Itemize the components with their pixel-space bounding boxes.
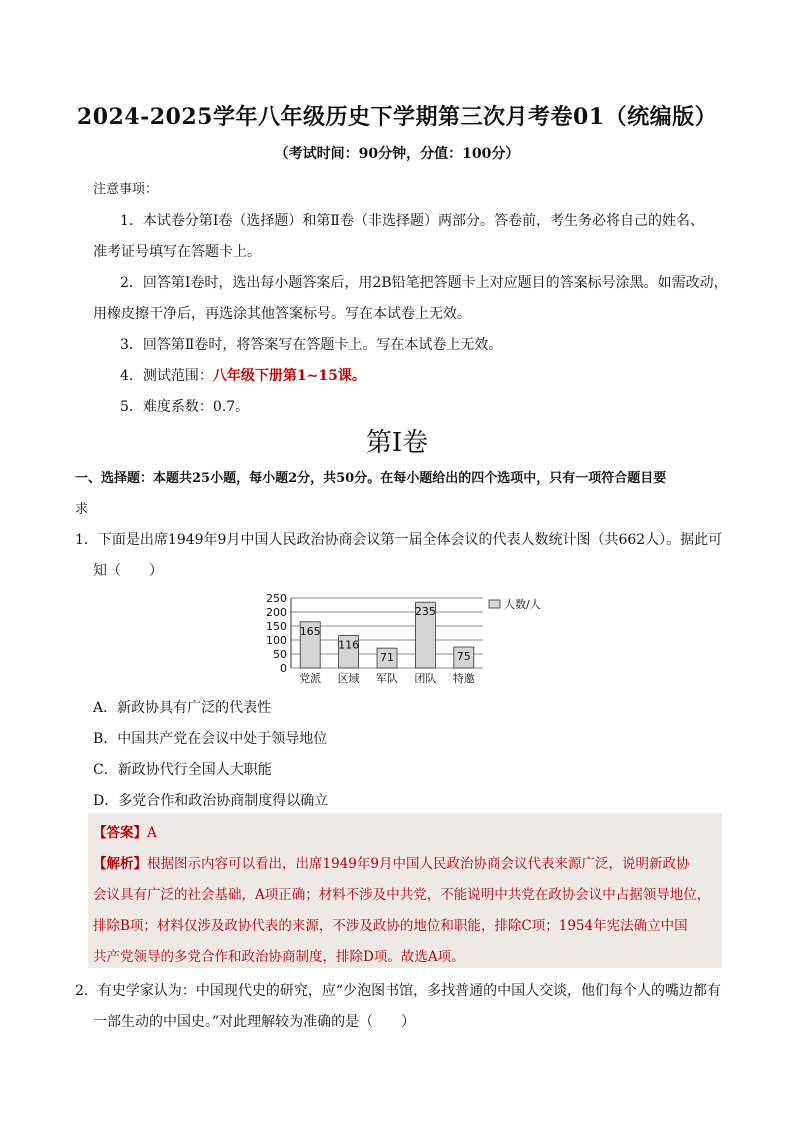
x-category-label: 党派 [299,672,322,685]
question-2-stem-cont: 一部生动的中国史。”对此理解较为准确的是（ ） [93,1014,416,1030]
bar-value-label: 235 [414,605,436,619]
x-category-label: 特邀 [452,672,475,685]
question-1-option-a[interactable]: A．新政协具有广泛的代表性 [93,700,272,716]
legend-swatch [489,600,500,608]
exam-info: （考试时间：90分钟，分值：100分） [274,146,520,162]
y-tick-label: 0 [280,662,287,675]
delegates-bar-chart [255,588,575,690]
section-instructions: 一、选择题：本题共25小题，每小题2分，共50分。在每小题给出的四个选项中，只有一项符合题目要 [75,471,667,486]
question-1-stem: 1．下面是出席1949年9月中国人民政治协商会议第一届全体会议的代表人数统计图（共662人）。据此可 [75,532,723,548]
y-tick-label: 50 [273,648,287,661]
section-title: 第Ⅰ卷 [365,428,429,458]
notice-item-1a: 1．本试卷分第Ⅰ卷（选择题）和第Ⅱ卷（非选择题）两部分。答卷前，考生务必将自己的姓名、 [120,213,704,229]
analysis-text-1: 根据图示内容可以看出，出席1949年9月中国人民政治协商会议代表来源广泛，说明新政协 [147,856,690,872]
question-1-option-b[interactable]: B．中国共产党在会议中处于领导地位 [93,731,328,747]
question-1-option-c[interactable]: C．新政协代行全国人大职能 [93,762,272,778]
notice-item-1b: 准考证号填写在答题卡上。 [93,244,261,260]
y-tick-label: 200 [266,606,287,619]
y-tick-label: 250 [266,592,287,605]
notice-item-3: 3．回答第Ⅱ卷时，将答案写在答题卡上。写在本试卷上无效。 [120,337,503,353]
analysis-label: 【解析】 [93,856,147,872]
notice-item-4-prefix: 4．测试范围： [120,368,213,384]
section-instructions-cont: 求 [75,502,89,517]
analysis-line-2: 会议具有广泛的社会基础，A项正确；材料不涉及中共党，不能说明中共党在政协会议中占据领导地位， [93,887,711,903]
notice-item-2b: 用橡皮擦干净后，再选涂其他答案标号。写在本试卷上无效。 [93,306,471,322]
bar-value-label: 116 [338,638,360,652]
x-category-label: 军队 [376,672,398,685]
bar-value-label: 165 [299,624,321,638]
analysis-line-1 [93,852,689,872]
notice-item-2a: 2．回答第Ⅰ卷时，选出每小题答案后，用2B铅笔把答题卡上对应题目的答案标号涂黑。如需改动， [120,275,728,291]
question-1-stem-cont: 知（ ） [93,563,163,579]
analysis-line-3: 排除B项；材料仅涉及政协代表的来源，不涉及政协的地位和职能，排除C项；1954年宪法确立中国 [93,918,688,934]
bar-value-label: 71 [380,651,394,665]
notice-item-5: 5．难度系数：0.7。 [120,399,250,415]
y-tick-label: 150 [266,620,287,633]
answer-value: A [147,825,157,841]
x-category-label: 区域 [337,672,360,685]
question-1-option-d[interactable]: D．多党合作和政治协商制度得以确立 [93,793,329,809]
y-tick-label: 100 [266,634,287,647]
analysis-line-4: 共产党领导的多党合作和政治协商制度，排除D项。故选A项。 [93,949,465,965]
notice-heading: 注意事项： [93,182,159,197]
answer-line [93,821,157,841]
page-title: 2024-2025学年八年级历史下学期第三次月考卷01（统编版） [76,104,718,130]
test-scope: 八年级下册第1~15课。 [212,368,366,384]
bar-value-label: 75 [456,650,471,663]
legend-label: 人数/人 [504,598,541,611]
question-2-stem: 2．有史学家认为：中国现代史的研究，应“少泡图书馆，多找普通的中国人交谈，他们每个人的嘴边都有 [75,983,722,999]
notice-item-4 [120,365,366,385]
answer-label: 【答案】 [93,825,147,841]
x-category-label: 团队 [414,672,437,685]
